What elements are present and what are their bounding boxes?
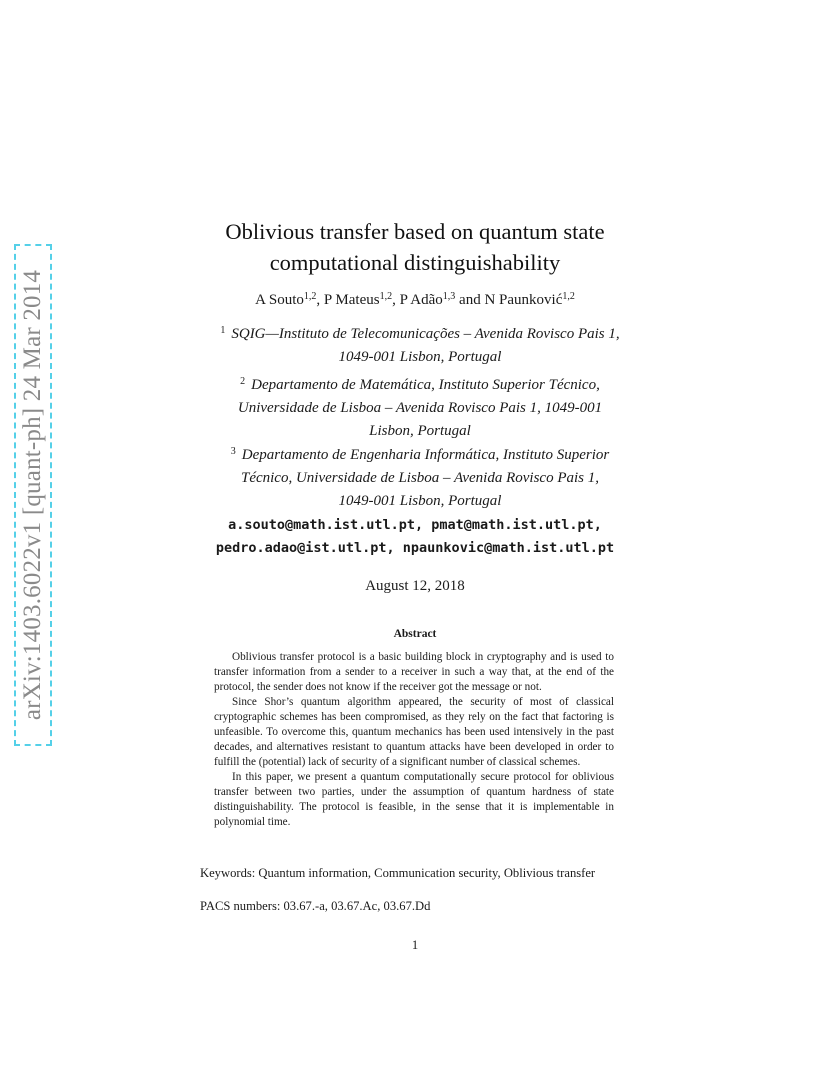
author-name: P Mateus: [323, 292, 380, 308]
abstract-paragraph: Oblivious transfer protocol is a basic building block in cryptography and is used to transfer information from a sender to a receiver in such a way that, at the end of the protocol, the sender does not know if the receiver got the message or not.: [214, 651, 614, 693]
author-emails: [160, 514, 670, 560]
affiliation-2: [180, 374, 660, 443]
author-separator: ,: [316, 292, 324, 308]
author-name: A Souto: [255, 292, 304, 308]
affiliation-mark: 3: [230, 446, 236, 457]
author-affil-mark: 1,2: [379, 291, 393, 302]
author-separator: ,: [392, 292, 400, 308]
affiliation-line: Universidade de Lisboa – Avenida Rovisco Pais 1, 1049-001: [237, 400, 603, 416]
author-name: P Adão: [399, 292, 443, 308]
affiliation-line: Técnico, Universidade de Lisboa – Avenida Rovisco Pais 1,: [240, 470, 599, 486]
emails-line-1: a.souto@math.ist.utl.pt, pmat@math.ist.utl.pt,: [228, 517, 602, 533]
abstract-heading: Abstract: [393, 628, 437, 640]
abstract-body: [214, 650, 614, 830]
affiliation-line: 1049-001 Lisbon, Portugal: [338, 349, 502, 365]
pacs-numbers: PACS numbers: 03.67.-a, 03.67.Ac, 03.67.Dd: [200, 899, 431, 913]
affiliation-mark: 2: [240, 376, 246, 387]
author-name: N Paunković: [484, 292, 563, 308]
title-line-2: computational distinguishability: [269, 250, 561, 275]
abstract-paragraph: In this paper, we present a quantum computationally secure protocol for oblivious transfer between two parties, under the assumption of quantum hardness of state distinguishability. The protocol is feasible, in the sense that it is implementable in polynomial time.: [214, 771, 614, 828]
author-list: [160, 290, 670, 310]
emails-line-2: pedro.adao@ist.utl.pt, npaunkovic@math.ist.utl.pt: [215, 540, 615, 556]
affiliation-line: Lisbon, Portugal: [369, 423, 471, 439]
author-separator: and: [455, 292, 485, 308]
affiliation-line: SQIG—Instituto de Telecomunicações – Avenida Rovisco Pais 1,: [231, 326, 620, 342]
author-affil-mark: 1,2: [562, 291, 575, 302]
paper-date: August 12, 2018: [365, 578, 465, 594]
arxiv-identifier: arXiv:1403.6022v1 [quant-ph] 24 Mar 2014: [19, 269, 46, 721]
affiliation-1: [180, 323, 660, 369]
paper-title: [160, 216, 670, 278]
affiliation-line: 1049-001 Lisbon, Portugal: [338, 493, 502, 509]
keywords: Keywords: Quantum information, Communication security, Oblivious transfer: [200, 866, 596, 880]
affiliation-line: Departamento de Engenharia Informática, Instituto Superior: [241, 447, 610, 463]
affiliation-line: Departamento de Matemática, Instituto Superior Técnico,: [251, 377, 600, 393]
author-affil-mark: 1,2: [303, 291, 317, 302]
abstract-paragraph: Since Shor’s quantum algorithm appeared, the security of most of classical cryptographic schemes has been compromised, as they rely on the fact that factoring is unfeasible. To overcome this, quantum mechanics has been used intensively in the past decades, and alternatives resistant to quantum attacks have been developed in order to fulfill the (potential) lack of security of a significant number of classical schemes.: [214, 696, 614, 768]
affiliation-mark: 1: [220, 325, 226, 336]
arxiv-stamp: [14, 244, 52, 746]
title-line-1: Oblivious transfer based on quantum state: [225, 219, 605, 244]
author-affil-mark: 1,3: [442, 291, 456, 302]
affiliation-3: [180, 444, 660, 513]
page-number: 1: [411, 938, 419, 952]
